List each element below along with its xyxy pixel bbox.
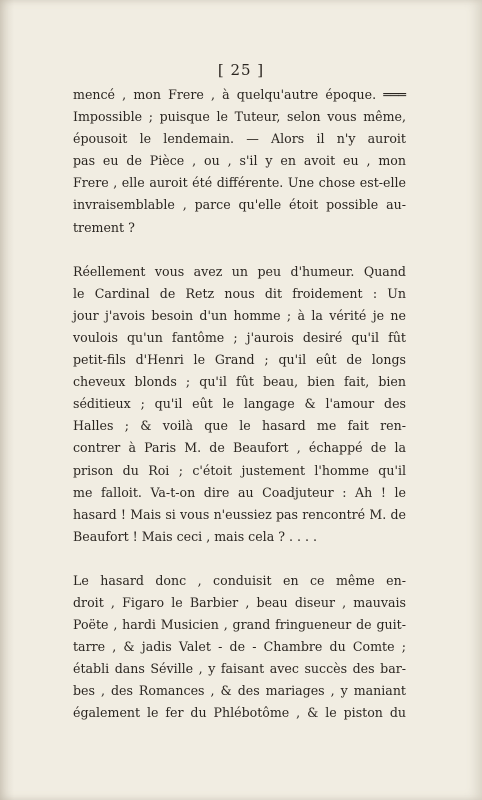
paragraph-2 (73, 261, 406, 548)
text-line: me falloit. Va-t-on dire au Coadjuteur : Ah ! le (73, 484, 406, 500)
paragraph-3 (73, 570, 406, 725)
text-line: tarre , & jadis Valet - de - Chambre du Comte ; (73, 639, 406, 655)
text-line: voulois qu'un fantôme ; j'aurois desiré qu'il fût (73, 329, 406, 345)
text-line: mencé , mon Frere , à quelqu'autre époque. ═══ (73, 87, 406, 102)
paragraph-spacer (73, 239, 406, 261)
text-line: également le fer du Phlébotôme , & le piston du (73, 705, 406, 721)
text-line: droit , Figaro le Barbier , beau diseur , mauvais (73, 594, 406, 610)
text-line: Halles ; & voilà que le hasard me fait ren- (73, 418, 406, 434)
text-line: pas eu de Pièce , ou , s'il y en avoit eu , mon (73, 153, 406, 169)
text-line: trement ? (73, 219, 135, 235)
text-line: épousoit le lendemain. — Alors il n'y auroit (73, 131, 406, 147)
body-text (73, 84, 406, 725)
text-line: Poëte , hardi Musicien , grand fringueneur de guit- (73, 617, 406, 633)
text-line: hasard ! Mais si vous n'eussiez pas rencontré M. de (73, 506, 406, 522)
text-line: Impossible ; puisque le Tuteur, selon vous même, (73, 109, 406, 125)
text-line: Frere , elle auroit été différente. Une chose est-elle (73, 175, 406, 191)
text-line: invraisemblable , parce qu'elle étoit possible au- (73, 197, 406, 213)
text-line: cheveux blonds ; qu'il fût beau, bien fait, bien (73, 374, 406, 390)
text-line: Réellement vous avez un peu d'humeur. Quand (73, 263, 406, 279)
page-gutter-shadow (0, 0, 14, 800)
paragraph-spacer (73, 548, 406, 570)
text-line: établi dans Séville , y faisant avec succès des bar- (73, 661, 406, 677)
page-number: [ 25 ] (217, 61, 265, 79)
paragraph-1 (73, 84, 406, 239)
text-line: jour j'avois besoin d'un homme ; à la vérité je ne (73, 307, 406, 323)
text-line: Beaufort ! Mais ceci , mais cela ? . . . . (73, 528, 317, 544)
text-line: séditieux ; qu'il eût le langage & l'amour des (73, 396, 406, 412)
text-line: bes , des Romances , & des mariages , y maniant (73, 683, 406, 699)
text-line: le Cardinal de Retz nous dit froidement : Un (73, 285, 406, 301)
text-line: Le hasard donc , conduisit en ce même en- (73, 572, 406, 588)
text-line: contrer à Paris M. de Beaufort , échappé de la (73, 440, 406, 456)
text-line: prison du Roi ; c'étoit justement l'homme qu'il (73, 462, 406, 478)
text-line: petit-fils d'Henri le Grand ; qu'il eût de longs (73, 352, 406, 368)
